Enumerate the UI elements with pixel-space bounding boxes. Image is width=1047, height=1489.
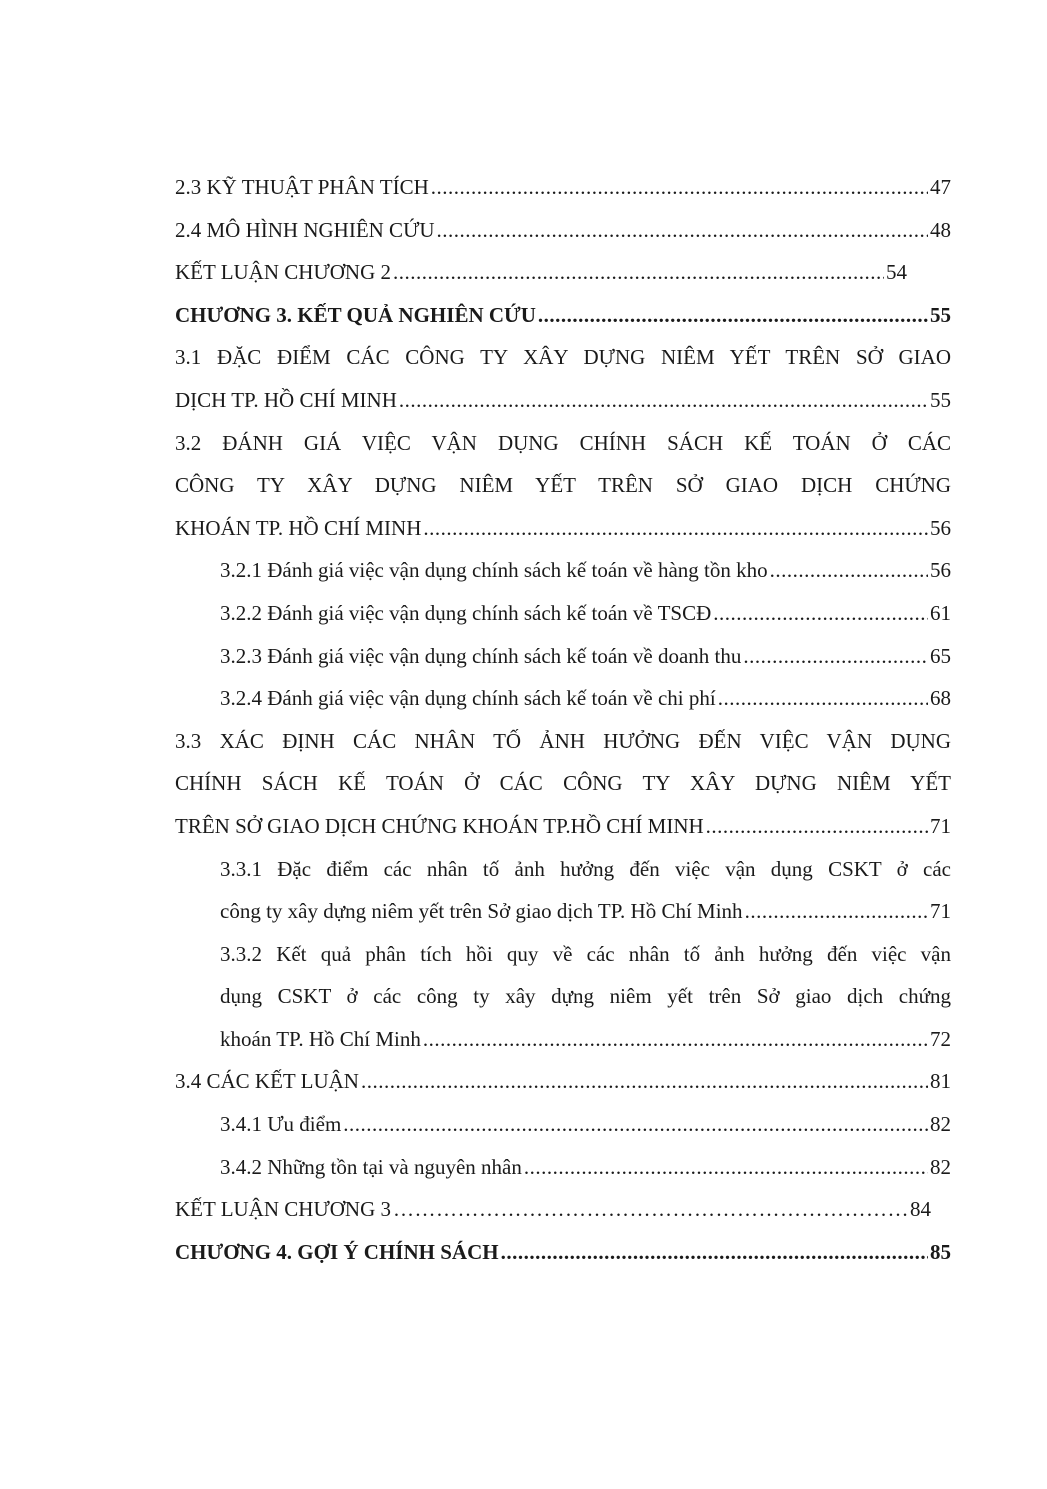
toc-subentry — [175, 635, 951, 678]
toc-subentry — [175, 890, 951, 933]
toc-subentry-wrapped-line: 3.3.1 Đặc điểm các nhân tố ảnh hưởng đến việc vận dụng CSKT ở các — [220, 856, 951, 881]
toc-entry-page: 56 — [930, 558, 951, 583]
dot-leader — [706, 805, 928, 848]
toc-entry-page: 71 — [930, 813, 951, 838]
toc-entry-title: 2.3 KỸ THUẬT PHÂN TÍCH — [175, 175, 429, 199]
toc-entry-title: KẾT LUẬN CHƯƠNG 2 — [175, 260, 391, 285]
toc-entry-title: 3.4 CÁC KẾT LUẬN — [175, 1069, 359, 1094]
toc-subentry — [175, 677, 951, 720]
toc-entry-page: 61 — [930, 600, 951, 625]
dot-leader — [718, 677, 928, 720]
dot-leader — [770, 549, 928, 592]
dot-leader — [399, 379, 928, 422]
toc-entry-title: công ty xây dựng niêm yết trên Sở giao dịch TP. Hồ Chí Minh — [220, 899, 743, 924]
toc-chapter-entry — [175, 294, 951, 337]
toc-entry-page: 54 — [886, 260, 907, 285]
dot-leader — [713, 592, 928, 635]
dot-leader — [423, 507, 928, 550]
toc-subentry-wrapped-line: dụng CSKT ở các công ty xây dựng niêm yết trên Sở giao dịch chứng — [220, 984, 951, 1009]
toc-entry-page: 72 — [930, 1026, 951, 1051]
toc-entry-page: 71 — [930, 899, 951, 924]
toc-subentry — [175, 1018, 951, 1061]
dot-leader — [393, 1188, 908, 1231]
toc-subentry-wrapped-line: 3.3.2 Kết quả phân tích hồi quy về các nhân tố ảnh hưởng đến việc vận — [220, 941, 951, 966]
toc-entry — [175, 805, 951, 848]
toc-entry-title: 3.4.2 Những tồn tại và nguyên nhân — [220, 1154, 522, 1179]
toc-entry-title: KẾT LUẬN CHƯƠNG 3 — [175, 1197, 391, 1222]
toc-entry-page: 82 — [930, 1112, 951, 1137]
dot-leader — [431, 166, 928, 209]
toc-entry-title: TRÊN SỞ GIAO DỊCH CHỨNG KHOÁN TP.HỒ CHÍ MINH — [175, 813, 704, 838]
toc-entry-wrapped-line: 3.3 XÁC ĐỊNH CÁC NHÂN TỐ ẢNH HƯỞNG ĐẾN VIỆC VẬN DỤNG — [175, 728, 951, 753]
toc-entry-page: 55 — [930, 302, 951, 327]
toc-subentry — [175, 549, 951, 592]
toc-entry-page: 68 — [930, 686, 951, 711]
toc-entry-wrapped-line: 3.1 ĐẶC ĐIỂM CÁC CÔNG TY XÂY DỰNG NIÊM YẾT TRÊN SỞ GIAO — [175, 345, 951, 370]
toc-subentry — [175, 1103, 951, 1146]
toc-entry-page: 47 — [930, 175, 951, 199]
dot-leader — [393, 251, 884, 294]
toc-entry-page: 85 — [930, 1239, 951, 1264]
dot-leader — [361, 1060, 928, 1103]
toc-entry-wrapped-line: CHÍNH SÁCH KẾ TOÁN Ở CÁC CÔNG TY XÂY DỰNG NIÊM YẾT — [175, 771, 951, 796]
toc-entry-wrapped-line: CÔNG TY XÂY DỰNG NIÊM YẾT TRÊN SỞ GIAO DỊCH CHỨNG — [175, 473, 951, 498]
toc-entry-page: 56 — [930, 515, 951, 540]
toc-entry-title: 2.4 MÔ HÌNH NGHIÊN CỨU — [175, 217, 435, 242]
toc-entry-title: CHƯƠNG 3. KẾT QUẢ NGHIÊN CỨU — [175, 302, 536, 327]
toc-entry-page: 55 — [930, 387, 951, 412]
dot-leader — [745, 890, 928, 933]
toc-entry-title: 3.4.1 Ưu điểm — [220, 1112, 342, 1137]
table-of-contents — [175, 166, 951, 1273]
toc-entry — [175, 209, 951, 252]
dot-leader — [743, 635, 928, 678]
dot-leader — [343, 1103, 928, 1146]
toc-entry-page: 48 — [930, 217, 951, 242]
toc-entry-title: 3.2.1 Đánh giá việc vận dụng chính sách kế toán về hàng tồn kho — [220, 558, 768, 583]
toc-entry — [175, 1060, 951, 1103]
toc-entry-title: KHOÁN TP. HỒ CHÍ MINH — [175, 515, 422, 540]
toc-entry — [175, 1188, 931, 1231]
toc-entry-title: 3.2.4 Đánh giá việc vận dụng chính sách kế toán về chi phí — [220, 686, 716, 711]
toc-entry-page: 82 — [930, 1154, 951, 1179]
toc-entry-page: 81 — [930, 1069, 951, 1094]
toc-subentry — [175, 592, 951, 635]
toc-entry-page: 84 — [910, 1197, 931, 1222]
toc-entry-title: 3.2.3 Đánh giá việc vận dụng chính sách kế toán về doanh thu — [220, 643, 742, 668]
dot-leader — [501, 1231, 928, 1274]
dot-leader — [524, 1146, 928, 1189]
toc-chapter-entry — [175, 1231, 951, 1274]
dot-leader — [423, 1018, 928, 1061]
dot-leader — [437, 209, 928, 252]
toc-entry-title: 3.2.2 Đánh giá việc vận dụng chính sách kế toán về TSCĐ — [220, 600, 712, 625]
dot-leader — [538, 294, 928, 337]
toc-entry — [175, 251, 907, 294]
toc-entry-page: 65 — [930, 643, 951, 668]
toc-subentry — [175, 1146, 951, 1189]
toc-entry-title: khoán TP. Hồ Chí Minh — [220, 1026, 421, 1051]
toc-entry — [175, 166, 951, 209]
toc-entry — [175, 507, 951, 550]
toc-entry — [175, 379, 951, 422]
toc-entry-title: CHƯƠNG 4. GỢI Ý CHÍNH SÁCH — [175, 1239, 499, 1264]
toc-entry-wrapped-line: 3.2 ĐÁNH GIÁ VIỆC VẬN DỤNG CHÍNH SÁCH KẾ TOÁN Ở CÁC — [175, 430, 951, 455]
toc-entry-title: DỊCH TP. HỒ CHÍ MINH — [175, 387, 397, 412]
